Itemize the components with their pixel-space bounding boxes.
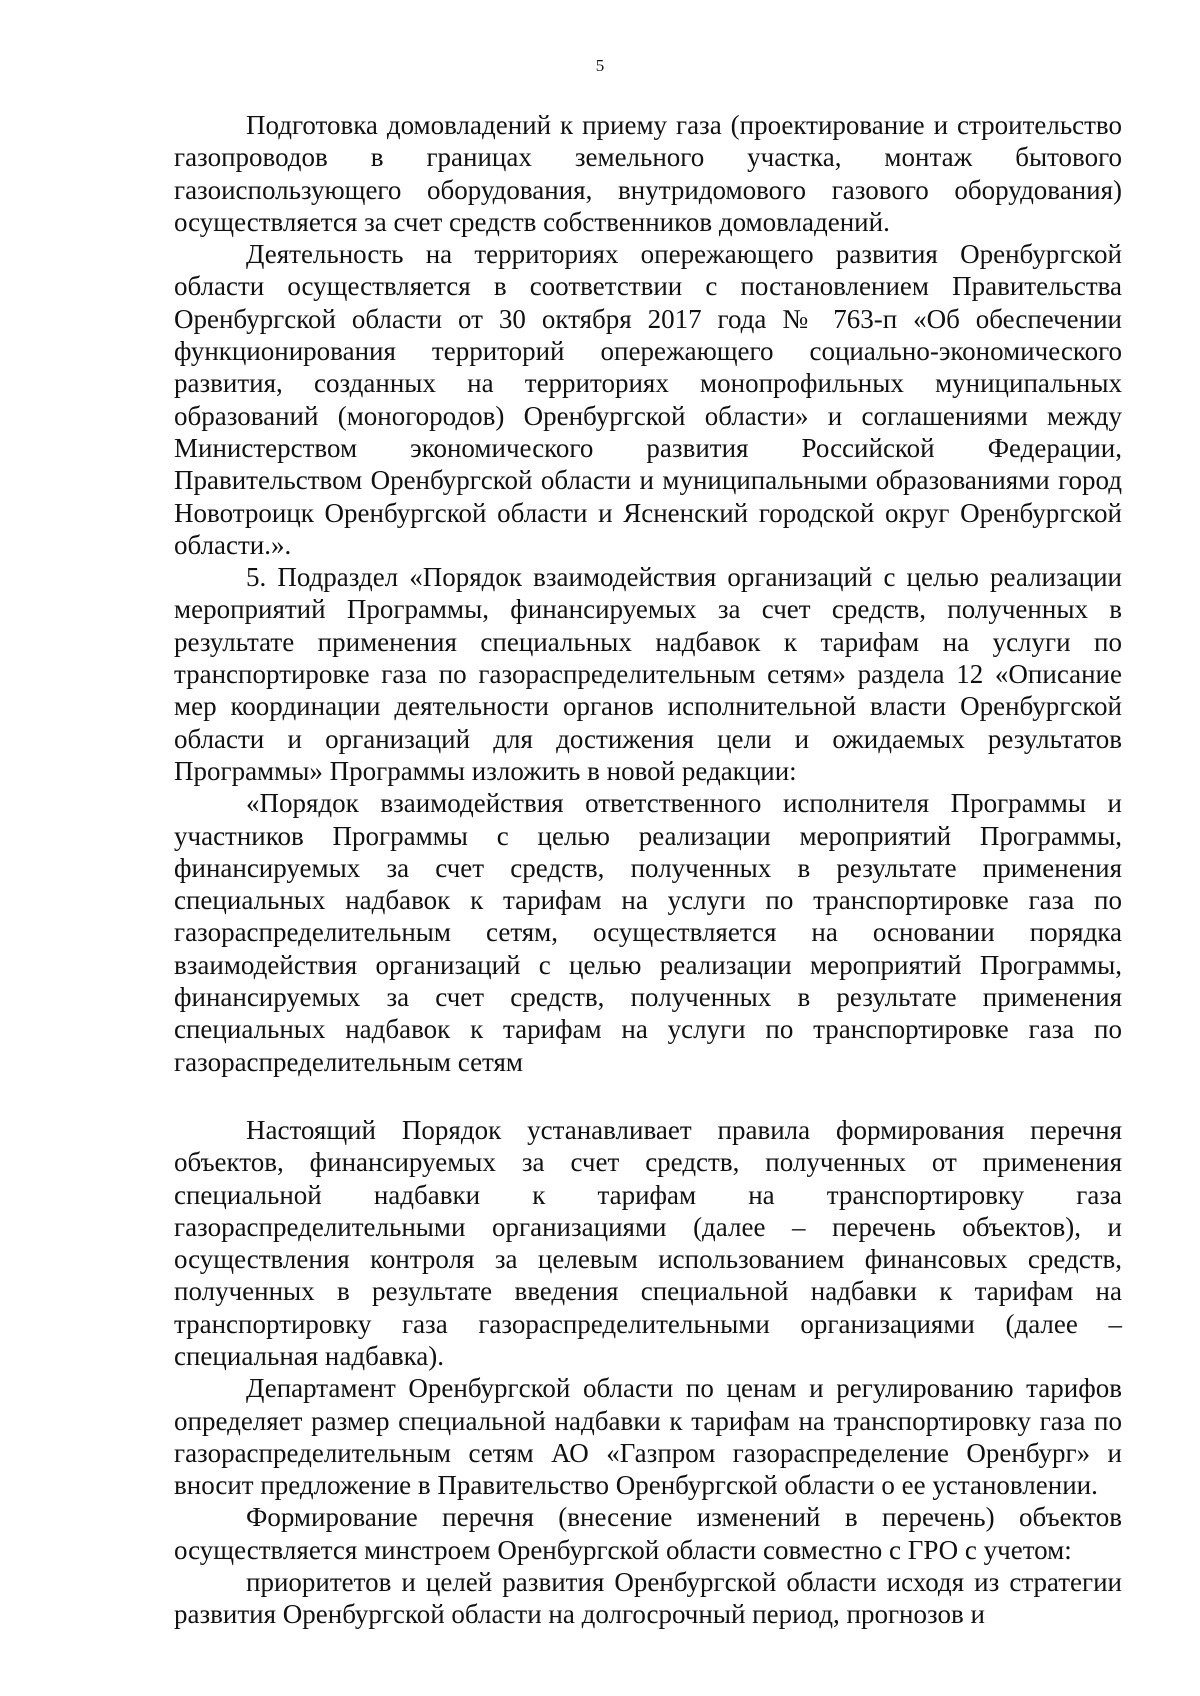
- paragraph-interaction-procedure: «Порядок взаимодействия ответственного исполнителя Программы и участников Программы с целью реализации мероприятий Программы, финансируемых за счет средств, полученных в результате применения специальных надбавок к тарифам на услуги по транспортировке газа по газораспределительным сетям, осуществляется на основании порядка взаимодействия организаций с целью реализации мероприятий Программы, финансируемых за счет средств, полученных в результате применения специальных надбавок к тарифам на услуги по транспортировке газа по газораспределительным сетям: [174, 788, 1122, 1077]
- paragraph-list-formation: Формирование перечня (внесение изменений в перечень) объектов осуществляется минстроем Оренбургской области совместно с ГРО с учетом:: [174, 1502, 1122, 1565]
- paragraph-item-5: 5. Подраздел «Порядок взаимодействия организаций с целью реализации мероприятий Программы, финансируемых за счет средств, полученных в результате применения специальных надбавок к тарифам на услуги по транспортировке газа по газораспределительным сетям» раздела 12 «Описание мер координации деятельности органов исполнительной власти Оренбургской области и организаций для достижения цели и ожидаемых результатов Программы» Программы изложить в новой редакции:: [174, 562, 1122, 786]
- paragraph-advanced-development-territories: Деятельность на территориях опережающего развития Оренбургской области осуществляется в соответствии с постановлением Правительства Оренбургской области от 30 октября 2017 года № 763-п «Об обеспечении функционирования территорий опережающего социально-экономического развития, созданных на территориях монопрофильных муниципальных образований (моногородов) Оренбургской области» и соглашениями между Министерством экономического развития Российской Федерации, Правительством Оренбургской области и муниципальными образованиями город Новотроицк Оренбургской области и Ясненский городской округ Оренбургской области.».: [174, 239, 1122, 560]
- page-number: 5: [595, 56, 605, 75]
- document-body: [174, 109, 1122, 1631]
- paragraph-tariff-department: Департамент Оренбургской области по ценам и регулированию тарифов определяет размер специальной надбавки к тарифам на транспортировку газа по газораспределительным сетям АО «Газпром газораспределение Оренбург» и вносит предложение в Правительство Оренбургской области о ее установлении.: [174, 1373, 1122, 1501]
- paragraph-priorities: приоритетов и целей развития Оренбургской области исходя из стратегии развития Оренбургской области на долгосрочный период, прогнозов и: [174, 1567, 1122, 1630]
- paragraph-procedure-scope: Настоящий Порядок устанавливает правила формирования перечня объектов, финансируемых за счет средств, полученных от применения специальной надбавки к тарифам на транспортировку газа газораспределительными организациями (далее – перечень объектов), и осуществления контроля за целевым использованием финансовых средств, полученных в результате введения специальной надбавки к тарифам на транспортировку газа газораспределительными организациями (далее – специальная надбавка).: [174, 1114, 1122, 1371]
- paragraph-household-preparation: Подготовка домовладений к приему газа (проектирование и строительство газопроводов в границах земельного участка, монтаж бытового газоиспользующего оборудования, внутридомового газового оборудования) осуществляется за счет средств собственников домовладений.: [174, 110, 1122, 237]
- paragraph-gap: [174, 1078, 1122, 1114]
